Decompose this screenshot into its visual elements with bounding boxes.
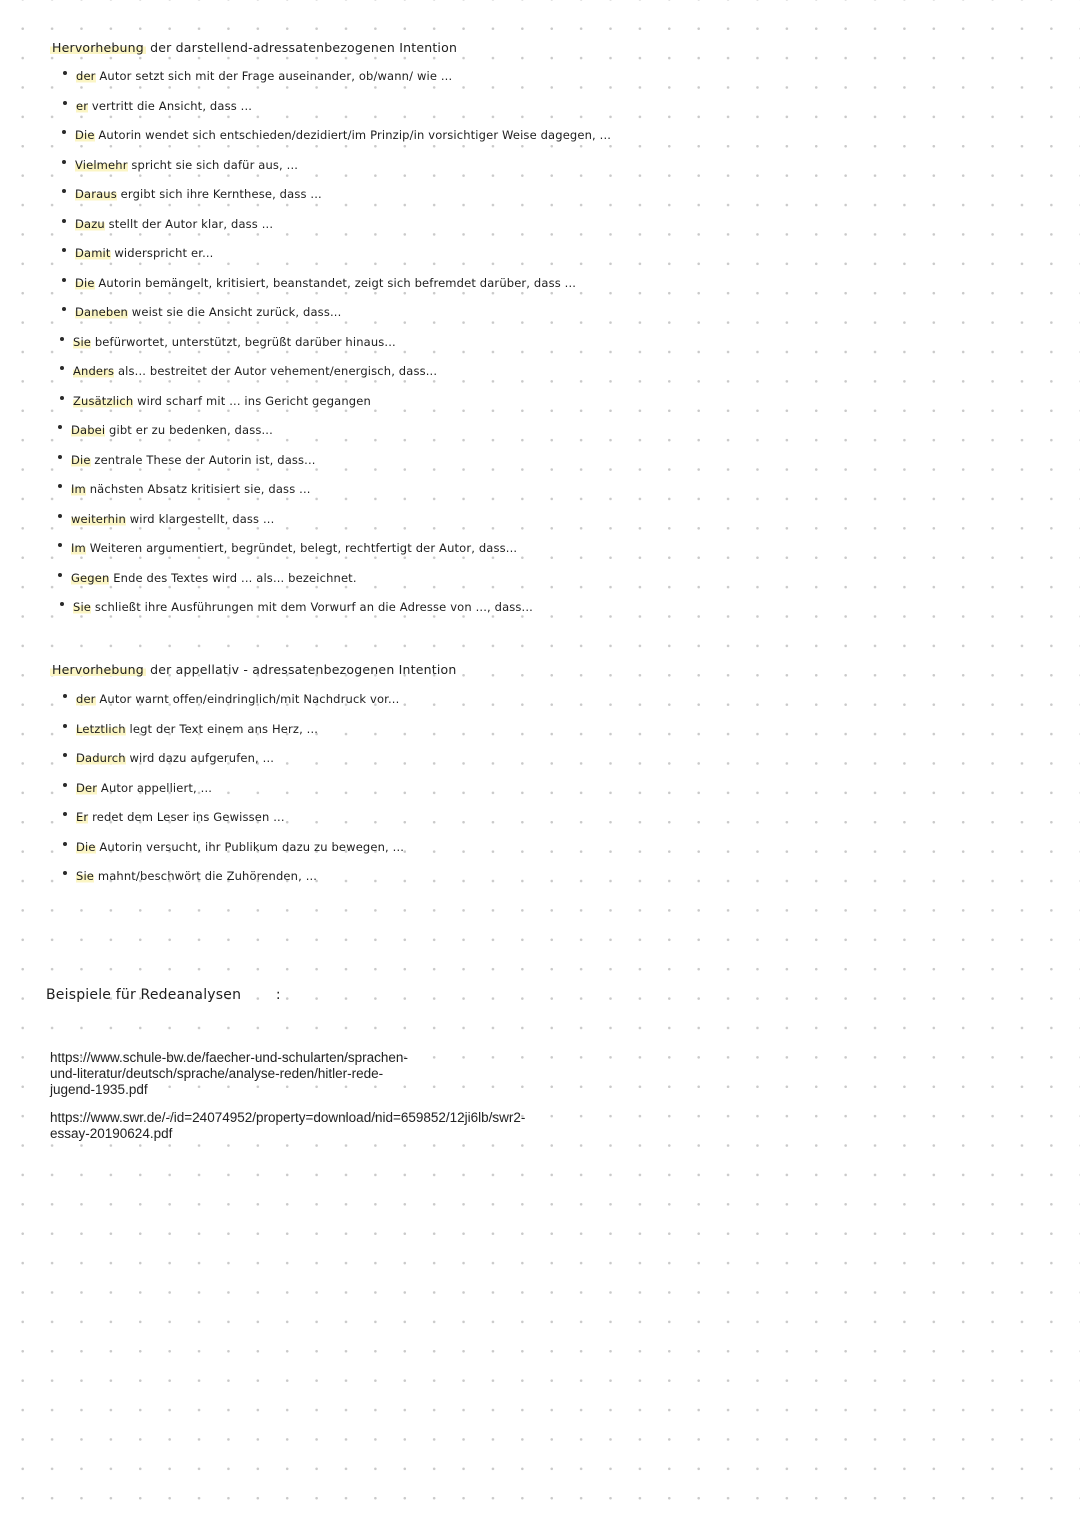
bullet-icon: [60, 396, 64, 400]
section-heading-darstellend: [50, 40, 457, 55]
phrase-item: [58, 482, 311, 496]
phrase-item: [60, 364, 437, 378]
bullet-icon: [62, 189, 66, 193]
bullet-icon: [62, 160, 66, 164]
phrase-text: zentrale These der Autorin ist, dass...: [94, 452, 316, 467]
phrase-text: ergibt sich ihre Kernthese, dass ...: [120, 187, 322, 201]
phrase-first-word: Daraus: [75, 187, 117, 201]
phrase-first-word: Anders: [73, 364, 115, 378]
example-link-line: essay-20190624.pdf: [50, 1126, 173, 1141]
phrase-item: [60, 600, 533, 614]
phrase-text: spricht sie sich dafür aus, ...: [131, 157, 299, 172]
phrase-text: redet dem Leser ins Gewissen ...: [92, 810, 285, 824]
phrase-first-word: Sie: [73, 334, 92, 349]
bullet-icon: [60, 337, 64, 341]
section-heading-appellativ: [50, 662, 456, 677]
phrase-text: widerspricht er...: [114, 246, 214, 260]
phrase-item: [58, 541, 517, 555]
heading-highlight: Hervorhebung: [52, 662, 144, 677]
phrase-first-word: weiterhin: [71, 511, 126, 526]
phrase-first-word: Im: [71, 482, 86, 496]
phrase-item: [63, 869, 317, 883]
bullet-icon: [58, 514, 62, 518]
bullet-icon: [62, 130, 66, 134]
phrase-text: gibt er zu bedenken, dass...: [109, 423, 273, 437]
phrase-first-word: Gegen: [71, 570, 110, 585]
phrase-item: [62, 246, 213, 260]
bullet-icon: [63, 783, 67, 787]
example-link[interactable]: [50, 1110, 525, 1142]
phrase-text: stellt der Autor klar, dass ...: [108, 216, 274, 231]
bullet-icon: [58, 573, 62, 577]
example-link-line: und-literatur/deutsch/sprache/analyse-reden/hitler-rede-: [50, 1066, 384, 1081]
bullet-icon: [60, 366, 64, 370]
bullet-icon: [63, 812, 67, 816]
phrase-first-word: er: [76, 98, 89, 113]
phrase-text: Autor warnt offen/eindringlich/mit Nachdruck vor...: [99, 692, 400, 706]
phrase-text: legt der Text einem ans Herz, ...: [129, 721, 319, 736]
phrase-first-word: Dabei: [71, 423, 106, 437]
phrase-text: wird klargestellt, dass ...: [129, 511, 275, 526]
phrase-item: [62, 158, 298, 172]
bullet-icon: [63, 753, 67, 757]
phrase-text: nächsten Absatz kritisiert sie, dass ...: [89, 482, 311, 496]
phrase-first-word: Daneben: [75, 305, 128, 319]
phrase-item: [58, 512, 274, 526]
phrase-item: [62, 128, 611, 142]
phrase-first-word: Letztlich: [76, 721, 126, 736]
phrase-text: weist sie die Ansicht zurück, dass...: [131, 305, 342, 319]
phrase-text: als... bestreitet der Autor vehement/energisch, dass...: [117, 364, 438, 378]
phrase-text: Autorin wendet sich entschieden/dezidiert/im Prinzip/in vorsichtiger Weise dagegen, ...: [98, 128, 612, 142]
phrase-text: vertritt die Ansicht, dass ...: [91, 98, 253, 113]
heading-text: der appellativ - adressatenbezogenen Intention: [150, 662, 457, 677]
examples-title-text: Beispiele für Redeanalysen: [46, 987, 242, 1003]
phrase-text: Autor setzt sich mit der Frage auseinander, ob/wann/ wie ...: [99, 69, 453, 83]
phrase-first-word: Die: [75, 128, 95, 142]
example-link[interactable]: [50, 1050, 525, 1098]
example-link-line: jugend-1935.pdf: [50, 1082, 148, 1097]
phrase-first-word: Die: [76, 839, 96, 854]
phrase-first-word: Dadurch: [76, 751, 126, 765]
phrase-item: [60, 335, 396, 349]
bullet-icon: [62, 248, 66, 252]
phrase-first-word: Vielmehr: [75, 157, 128, 172]
phrase-item: [58, 571, 357, 585]
phrase-item: [63, 692, 399, 706]
phrase-first-word: Im: [71, 541, 86, 555]
phrase-item: [62, 305, 341, 319]
phrase-text: Autor appelliert, ...: [100, 780, 213, 795]
bullet-icon: [63, 101, 67, 105]
phrase-first-word: Er: [76, 810, 89, 824]
phrase-item: [63, 781, 212, 795]
phrase-first-word: Die: [71, 452, 91, 467]
bullet-icon: [63, 71, 67, 75]
examples-title-colon: :: [275, 987, 281, 1003]
example-link-line: https://www.swr.de/-/id=24074952/property=download/nid=659852/12ji6lb/swr2-: [50, 1110, 526, 1125]
phrase-item: [63, 722, 318, 736]
example-links: [50, 1050, 525, 1154]
phrase-item: [58, 453, 316, 467]
phrase-text: schließt ihre Ausführungen mit dem Vorwurf an die Adresse von ..., dass...: [94, 600, 533, 614]
bullet-icon: [63, 842, 67, 846]
phrase-first-word: Der: [76, 780, 98, 795]
phrase-text: Weiteren argumentiert, begründet, belegt, rechtfertigt der Autor, dass...: [89, 541, 518, 555]
bullet-icon: [58, 455, 62, 459]
phrase-text: befürwortet, unterstützt, begrüßt darüber hinaus...: [94, 334, 396, 349]
bullet-icon: [62, 307, 66, 311]
phrase-item: [60, 394, 371, 408]
bullet-icon: [60, 602, 64, 606]
bullet-icon: [62, 219, 66, 223]
bullet-icon: [63, 871, 67, 875]
phrase-item: [58, 423, 273, 437]
bullet-icon: [63, 724, 67, 728]
phrase-first-word: Dazu: [75, 216, 105, 231]
phrase-text: wird scharf mit ... ins Gericht gegangen: [137, 393, 371, 408]
phrase-first-word: Zusätzlich: [73, 393, 134, 408]
phrase-first-word: Damit: [75, 246, 111, 260]
phrase-item: [62, 187, 322, 201]
heading-text: der darstellend-adressatenbezogenen Intention: [150, 40, 458, 55]
phrase-item: [63, 840, 404, 854]
phrase-text: Ende des Textes wird ... als... bezeichnet.: [113, 570, 357, 585]
examples-title: [46, 987, 281, 1003]
phrase-text: mahnt/beschwört die Zuhörenden, ...: [97, 869, 318, 883]
phrase-item: [63, 751, 274, 765]
bullet-icon: [58, 484, 62, 488]
phrase-first-word: Sie: [73, 600, 92, 614]
phrase-text: Autorin bemängelt, kritisiert, beanstandet, zeigt sich befremdet darüber, dass ...: [98, 275, 577, 290]
phrase-item: [62, 217, 273, 231]
phrase-text: wird dazu aufgerufen, ...: [129, 751, 275, 765]
bullet-icon: [62, 278, 66, 282]
bullet-icon: [58, 543, 62, 547]
heading-highlight: Hervorhebung: [52, 40, 144, 55]
example-link-line: https://www.schule-bw.de/faecher-und-schularten/sprachen-: [50, 1050, 408, 1065]
phrase-item: [63, 99, 252, 113]
phrase-text: Autorin versucht, ihr Publikum dazu zu bewegen, ...: [99, 839, 405, 854]
phrase-item: [63, 810, 285, 824]
bullet-icon: [58, 425, 62, 429]
phrase-first-word: Sie: [76, 869, 95, 883]
phrase-first-word: der: [76, 692, 96, 706]
phrase-item: [62, 276, 576, 290]
phrase-first-word: Die: [75, 275, 95, 290]
bullet-icon: [63, 694, 67, 698]
phrase-item: [63, 69, 452, 83]
phrase-first-word: der: [76, 69, 96, 83]
